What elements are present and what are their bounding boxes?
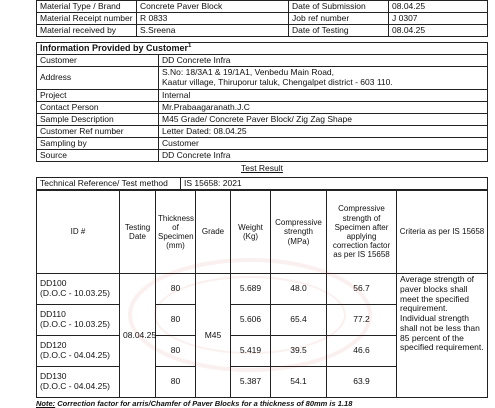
table-row <box>37 274 488 305</box>
corrected-cell: 56.7 <box>327 274 397 305</box>
info-header: Information Provided by Customer$^1$ <box>37 43 488 55</box>
results-header-row <box>37 191 488 274</box>
info-value: Internal <box>159 90 488 102</box>
compressive-cell: 39.5 <box>271 336 327 367</box>
info-label: Contact Person <box>37 102 159 114</box>
corrected-cell: 63.9 <box>327 367 397 398</box>
specimen-id-cell <box>37 305 120 336</box>
info-row <box>37 150 488 162</box>
specimen-doc: (D.O.C - 04.04.25) <box>40 381 110 391</box>
meta-label: Job ref number <box>289 13 389 25</box>
col-header-id: ID # <box>37 191 120 274</box>
info-row <box>37 126 488 138</box>
info-row <box>37 102 488 114</box>
meta-value: 08.04.25 <box>389 1 488 13</box>
note-value: 1.18 <box>337 399 353 408</box>
specimen-doc: (D.O.C - 10.03.25) <box>40 288 110 298</box>
meta-label: Date of Testing <box>289 25 389 37</box>
col-header-compressive: Compressive strength (MPa) <box>271 191 327 274</box>
info-row <box>37 90 488 102</box>
col-header-criteria: Criteria as per IS 15658 <box>397 191 488 274</box>
info-label: Customer <box>37 55 159 67</box>
address-line-2: Kaatur village, Thiruporur taluk, Chengalpet district - 603 110. <box>162 77 393 87</box>
specimen-id-cell <box>37 274 120 305</box>
test-result-title: Test Result <box>240 163 284 173</box>
info-value: Letter Dated: 08.04.25 <box>159 126 488 138</box>
corrected-cell: 46.6 <box>327 336 397 367</box>
meta-value: S.Sreena <box>137 25 289 37</box>
info-label: Project <box>37 90 159 102</box>
test-report-sheet <box>36 0 488 408</box>
col-header-testing-date: Testing Date <box>120 191 156 274</box>
results-table <box>36 190 488 398</box>
info-value: Mr.Prabaagaranath.J.C <box>159 102 488 114</box>
address-line-1: S.No: 18/3A1 & 19/1A1, Venbedu Main Road, <box>162 67 335 78</box>
info-row <box>37 67 488 90</box>
grade-cell: M45 <box>196 274 231 398</box>
thickness-cell: 80 <box>156 367 196 398</box>
info-row <box>37 138 488 150</box>
col-header-thickness: Thickness of Specimen (mm) <box>156 191 196 274</box>
criteria-cell: Average strength of paver blocks shall meet the specified requirement. Individual strength shall not be less than 85 percent of the specified requirement. <box>397 274 488 398</box>
info-label: Address <box>37 67 159 90</box>
meta-value: J 0307 <box>389 13 488 25</box>
col-header-corrected: Compressive strength of Specimen after applying correction factor as per IS 15658 <box>327 191 397 274</box>
specimen-id: DD110 <box>40 309 66 320</box>
specimen-id: DD100 <box>40 278 67 289</box>
compressive-cell: 65.4 <box>271 305 327 336</box>
specimen-doc: (D.O.C - 10.03.25) <box>40 319 110 329</box>
thickness-cell: 80 <box>156 274 196 305</box>
meta-row <box>37 25 488 37</box>
note-text: Correction factor for arris/Chamfer of Paver Blocks for a thickness of 80mm is <box>57 399 336 408</box>
material-meta-table <box>36 0 488 37</box>
tech-ref-label: Technical Reference/ Test method <box>37 178 181 190</box>
specimen-doc: (D.O.C - 04.04.25) <box>40 350 110 360</box>
specimen-id: DD120 <box>40 340 67 351</box>
thickness-cell: 80 <box>156 305 196 336</box>
tech-ref-value: IS 15658: 2021 <box>181 178 488 190</box>
meta-row <box>37 1 488 13</box>
note-prefix: Note: <box>36 399 56 408</box>
compressive-cell: 54.1 <box>271 367 327 398</box>
compressive-cell: 48.0 <box>271 274 327 305</box>
meta-row <box>37 13 488 25</box>
info-label: Sample Description <box>37 114 159 126</box>
info-row <box>37 114 488 126</box>
specimen-id-cell <box>37 367 120 398</box>
weight-cell: 5.387 <box>231 367 271 398</box>
info-value: M45 Grade/ Concrete Paver Block/ Zig Zag Shape <box>159 114 488 126</box>
customer-info-table <box>36 42 488 162</box>
info-row <box>37 55 488 67</box>
weight-cell: 5.689 <box>231 274 271 305</box>
meta-label: Date of Submission <box>289 1 389 13</box>
meta-label: Material Receipt number <box>37 13 137 25</box>
meta-value: Concrete Paver Block <box>137 1 289 13</box>
weight-cell: 5.419 <box>231 336 271 367</box>
thickness-cell: 80 <box>156 336 196 367</box>
info-value <box>159 67 488 90</box>
col-header-weight: Weight (Kg) <box>231 191 271 274</box>
technical-reference-table <box>36 177 488 190</box>
info-value: Customer <box>159 138 488 150</box>
meta-value: R 0833 <box>137 13 289 25</box>
correction-note <box>36 399 488 408</box>
meta-label: Material received by <box>37 25 137 37</box>
info-label: Sampling by <box>37 138 159 150</box>
info-value: DD Concrete Infra <box>159 150 488 162</box>
meta-value: 08.04.25 <box>389 25 488 37</box>
info-value: DD Concrete Infra <box>159 55 488 67</box>
col-header-grade: Grade <box>196 191 231 274</box>
info-label: Source <box>37 150 159 162</box>
meta-label: Material Type / Brand <box>37 1 137 13</box>
corrected-cell: 77.2 <box>327 305 397 336</box>
specimen-id: DD130 <box>40 371 67 382</box>
specimen-id-cell <box>37 336 120 367</box>
testing-date-cell: 08.04.25 <box>120 274 156 398</box>
weight-cell: 5.606 <box>231 305 271 336</box>
info-label: Customer Ref number <box>37 126 159 138</box>
